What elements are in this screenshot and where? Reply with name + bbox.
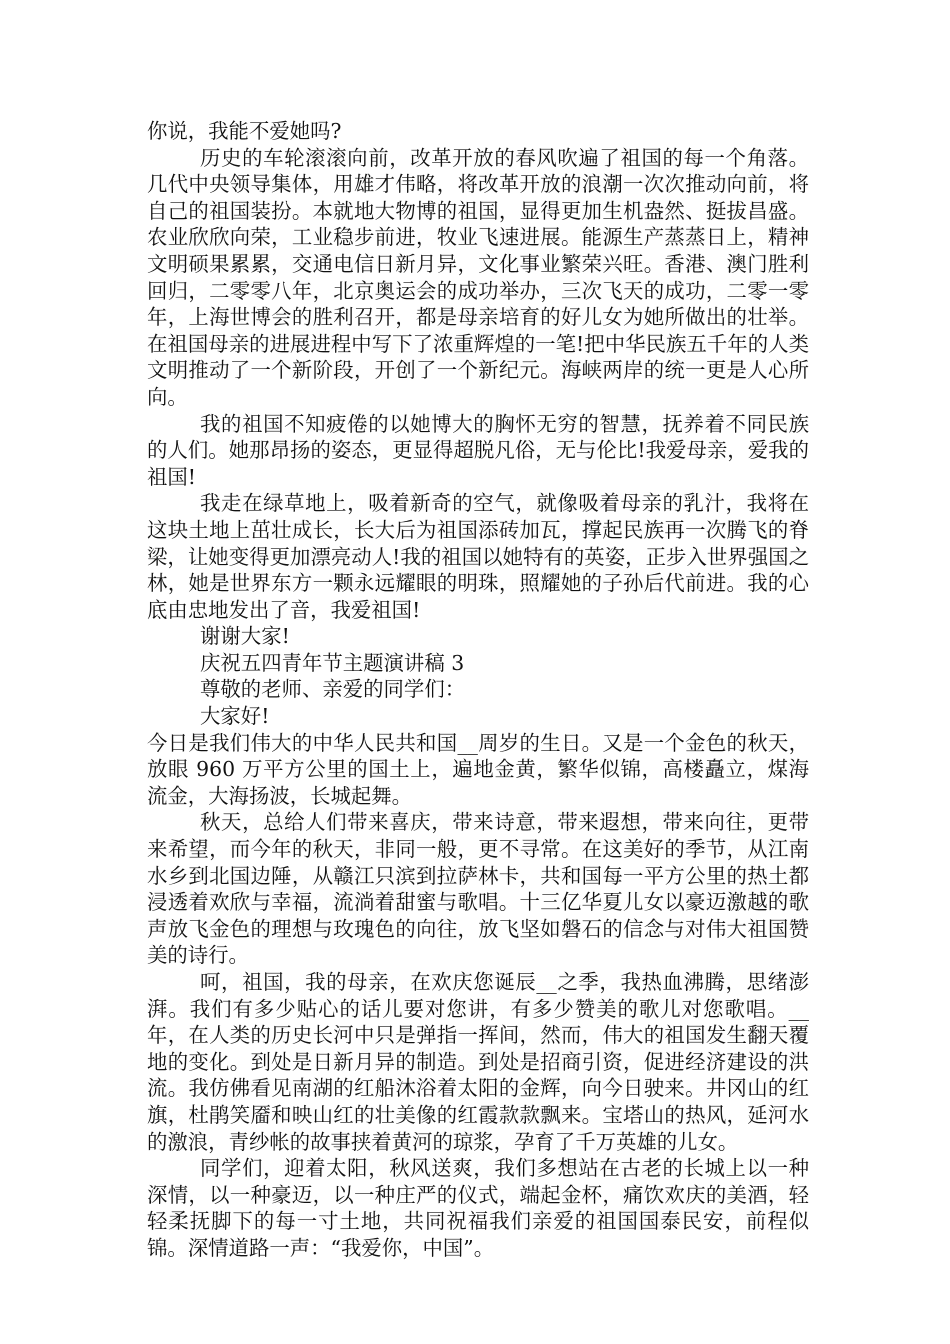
paragraph-motherland: 我的祖国不知疲倦的以她博大的胸怀无穷的智慧，抚养着不同民族的人们。她那昂扬的姿态，更显得超脱凡俗，无与伦比!我爱母亲，爱我的祖国! — [147, 411, 809, 489]
speech-title: 庆祝五四青年节主题演讲稿 3 — [200, 650, 465, 675]
salutation: 尊敬的老师、亲爱的同学们： — [200, 677, 466, 702]
paragraph-students: 同学们，迎着太阳，秋风送爽，我们多想站在古老的长城上以一种深情，以一种豪迈，以一种庄严的仪式，端起金杯，痛饮欢庆的美酒，轻轻柔抚脚下的每一寸土地，共同祝福我们亲爱的祖国国泰民安，前程似锦。深情道路一声：“我爱你，中国”。 — [147, 1156, 809, 1260]
document-body — [147, 118, 809, 1262]
paragraph-autumn: 秋天，总给人们带来喜庆，带来诗意，带来遐想，带来向往，更带来希望，而今年的秋天，非同一般，更不寻常。在这美好的季节，从江南水乡到北国边陲，从赣江只滨到拉萨林卡，共和国每一平方公里的热土都浸透着欢欣与幸福，流淌着甜蜜与歌唱。十三亿华夏儿女以豪迈激越的歌声放飞金色的理想与玫瑰色的向往，放飞坚如磐石的信念与对伟大祖国赞美的诗行。 — [147, 810, 809, 968]
paragraph-thanks: 谢谢大家! — [200, 624, 290, 649]
greeting: 大家好! — [200, 704, 270, 729]
paragraph-continuation: 你说，我能不爱她吗? — [147, 119, 342, 143]
paragraph-history: 历史的车轮滚滚向前，改革开放的春风吹遍了祖国的每一个角落。几代中央领导集体，用雄才伟略，将改革开放的浪潮一次次推动向前，将自己的祖国装扮。本就地大物博的祖国，显得更加生机盎然、挺拔昌盛。农业欣欣向荣，工业稳步前进，牧业飞速进展。能源生产蒸蒸日上，精神文明硕果累累，交通电信日新月异，文化事业繁荣兴旺。香港、澳门胜利回归，二零零八年，北京奥运会的成功举办，三次飞天的成功，二零一零年，上海世博会的胜利召开，都是母亲培育的好儿女为她所做出的壮举。在祖国母亲的进展进程中写下了浓重辉煌的一笔!把中华民族五千年的人类文明推动了一个新阶段，开创了一个新纪元。海峡两岸的统一更是人心所向。 — [147, 145, 809, 409]
paragraph-mother: 呵，祖国，我的母亲，在欢庆您诞辰__之季，我热血沸腾，思绪澎湃。我们有多少贴心的话儿要对您讲，有多少赞美的歌儿对您歌唱。__年，在人类的历史长河中只是弹指一挥间，然而，伟大的祖国发生翻天覆地的变化。到处是日新月异的制造。到处是招商引资，促进经济建设的洪流。我仿佛看见南湖的红船沐浴着太阳的金辉，向今日驶来。井冈山的红旗，杜鹃笑靥和映山红的壮美像的红霞款款飘来。宝塔山的热风，延河水的激浪，青纱帐的故事挟着黄河的琼浆，孕育了千万英雄的儿女。 — [147, 970, 809, 1154]
paragraph-grass: 我走在绿草地上，吸着新奇的空气，就像吸着母亲的乳汁，我将在这块土地上茁壮成长，长大后为祖国添砖加瓦，撑起民族再一次腾飞的脊梁，让她变得更加漂亮动人!我的祖国以她特有的英姿，正步入世界强国之林，她是世界东方一颗永远耀眼的明珠，照耀她的子孙后代前进。我的心底由忠地发出了音，我爱祖国! — [147, 491, 809, 622]
paragraph-birthday: 今日是我们伟大的中华人民共和国__周岁的生日。又是一个金色的秋天，放眼 960 万平方公里的国土上，遍地金黄，繁华似锦，高楼矗立，煤海流金，大海扬波，长城起舞。 — [147, 730, 809, 808]
